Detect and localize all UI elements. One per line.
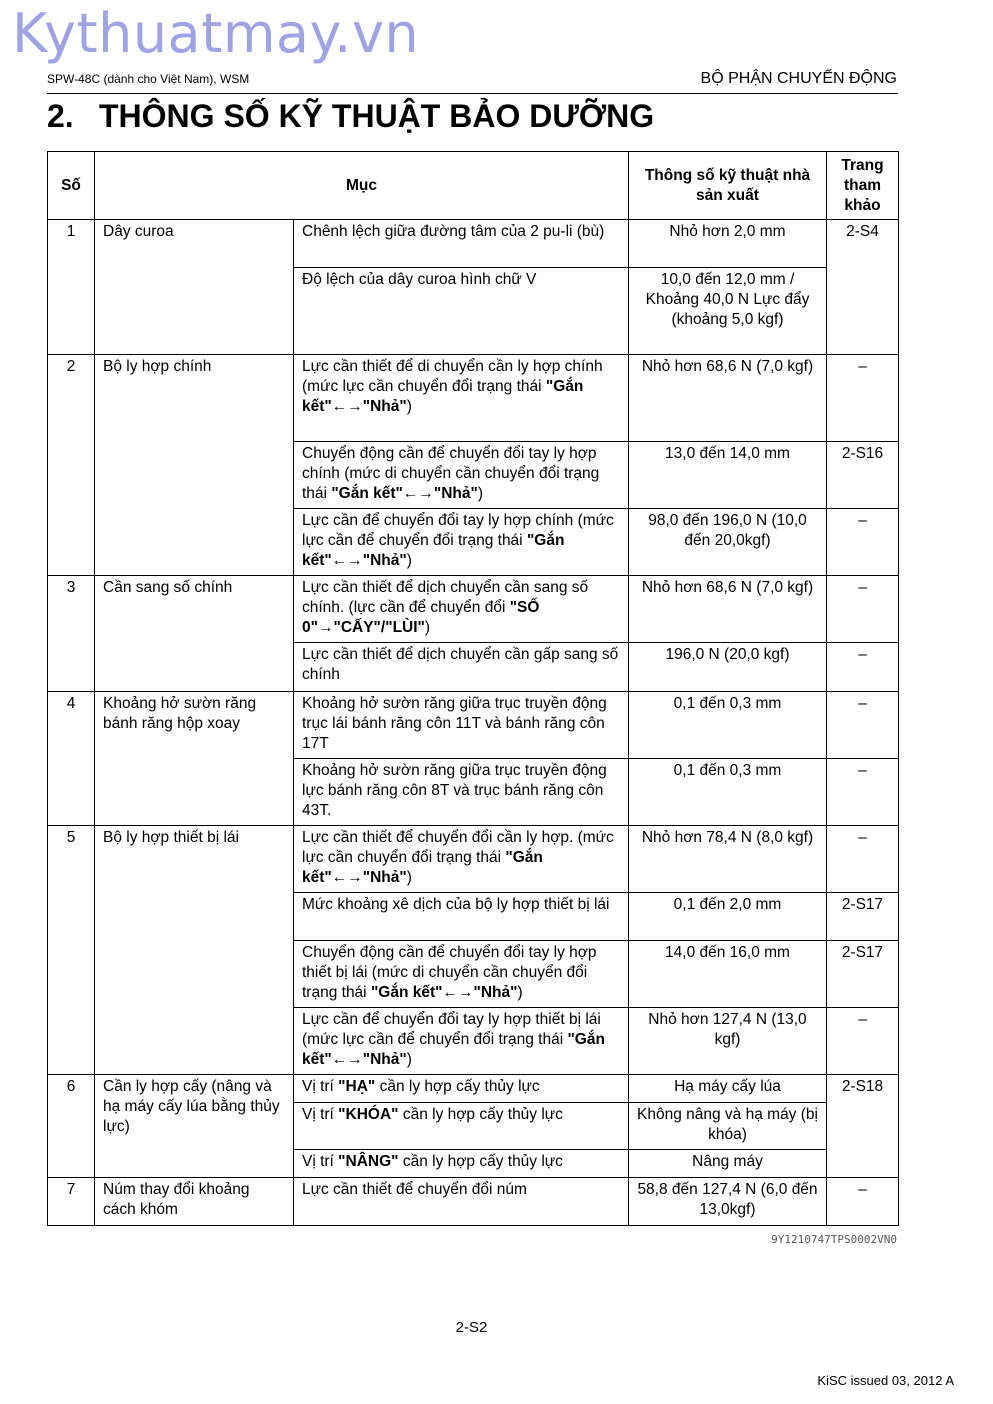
description-part: Chuyển động cần để chuyển đổi tay ly hợp chính (mức di chuyển cần chuyển đổi trạng thái	[302, 445, 600, 502]
description-part: Chênh lệch giữa đường tâm của 2 pu-li (bù)	[302, 223, 605, 240]
description-part: ←→	[442, 984, 474, 1001]
description-part: ←→	[331, 398, 363, 415]
description-part: cần ly hợp cấy thủy lực	[375, 1078, 540, 1095]
description-part: "NÂNG"	[338, 1153, 399, 1170]
spec-value: 58,8 đến 127,4 N (6,0 đến 13,0kgf)	[629, 1178, 827, 1226]
description-part: )	[406, 869, 412, 886]
reference-page: 2-S17	[827, 893, 899, 941]
description-part: ←→	[331, 552, 363, 569]
spec-value: 98,0 đến 196,0 N (10,0 đến 20,0kgf)	[629, 509, 827, 576]
description-part: Lực cần thiết để chuyển đổi cần ly hợp. (mức lực cần chuyển đổi trạng thái	[302, 829, 614, 866]
reference-page: –	[827, 1008, 899, 1075]
item-description	[294, 1150, 629, 1178]
item-number: 1	[48, 220, 95, 355]
item-description	[294, 826, 629, 893]
description-part: Lực cần để chuyển đổi tay ly hợp thiết bị lái (mức lực cần để chuyển đổi trạng thái	[302, 1011, 601, 1048]
description-part: )	[517, 984, 523, 1001]
description-part: Lực cần để chuyển đổi tay ly hợp chính (mức lực cần để chuyển đổi trạng thái	[302, 512, 614, 549]
reference-page: –	[827, 826, 899, 893]
item-number: 7	[48, 1178, 95, 1226]
header-manual-name: SPW-48C (dành cho Việt Nam), WSM	[47, 72, 250, 86]
description-part: Khoảng hở sườn răng giữa trục truyền động trục lái bánh răng côn 11T và bánh răng côn 17T	[302, 695, 607, 752]
item-number: 4	[48, 692, 95, 826]
spec-value: Nâng máy	[629, 1150, 827, 1178]
description-part: Chuyển động cần để chuyển đổi tay ly hợp thiết bị lái (mức di chuyển cần chuyển đổi trạng thái	[302, 944, 597, 1001]
item-description	[294, 442, 629, 509]
description-part: Lực cần thiết để dịch chuyển cần gấp sang số chính	[302, 646, 619, 683]
spec-table-body	[48, 220, 899, 1226]
spec-value: 14,0 đến 16,0 mm	[629, 941, 827, 1008]
reference-page: –	[827, 692, 899, 759]
item-description	[294, 268, 629, 355]
description-part: "SỐ 0"	[302, 599, 540, 636]
item-name: Cần sang số chính	[95, 576, 294, 692]
spec-value: 196,0 N (20,0 kgf)	[629, 643, 827, 692]
reference-page: 2-S17	[827, 941, 899, 1008]
spec-value: Nhỏ hơn 2,0 mm	[629, 220, 827, 268]
description-part: "Gắn kết"	[331, 485, 403, 502]
description-part: )	[477, 485, 484, 502]
item-number: 5	[48, 826, 95, 1075]
item-description	[294, 643, 629, 692]
item-description	[294, 1178, 629, 1226]
spec-value: 10,0 đến 12,0 mm / Khoảng 40,0 N Lực đẩy (khoảng 5,0 kgf)	[629, 268, 827, 355]
section-number: 2.	[47, 98, 74, 134]
description-part: ←→	[331, 1051, 363, 1068]
description-part: Độ lệch của dây curoa hình chữ V	[302, 271, 537, 288]
description-part: "Nhả"	[362, 398, 407, 415]
item-description	[294, 355, 629, 442]
item-name: Cần ly hợp cấy (nâng và hạ máy cấy lúa bằng thủy lực)	[95, 1075, 294, 1178]
reference-page: –	[827, 576, 899, 643]
item-description	[294, 576, 629, 643]
item-name: Núm thay đổi khoảng cách khóm	[95, 1178, 294, 1226]
table-row	[48, 692, 899, 759]
item-name: Dây curoa	[95, 220, 294, 355]
table-row	[48, 1178, 899, 1226]
table-row	[48, 826, 899, 893]
reference-page: 2-S18	[827, 1075, 899, 1178]
description-part: Vị trí	[302, 1078, 339, 1095]
description-part: ←→	[331, 869, 363, 886]
spec-value: Hạ máy cấy lúa	[629, 1075, 827, 1103]
description-part: "Gắn kết"	[302, 532, 565, 569]
header-divider	[47, 93, 898, 94]
reference-page: –	[827, 1178, 899, 1226]
table-row	[48, 576, 899, 643]
item-description	[294, 759, 629, 826]
table-row	[48, 220, 899, 268]
item-name: Bộ ly hợp thiết bị lái	[95, 826, 294, 1075]
description-part: Lực cần thiết để di chuyển cần ly hợp chính (mức lực cần chuyển đổi trạng thái	[302, 358, 603, 395]
item-description	[294, 1103, 629, 1150]
description-part: )	[424, 619, 431, 636]
watermark-logo: Kythuatmay.vn	[12, 2, 420, 65]
description-part: "Nhả"	[473, 984, 518, 1001]
col-header-ref: Trang tham khảo	[827, 152, 899, 220]
item-description	[294, 220, 629, 268]
maintenance-spec-table	[47, 151, 899, 1226]
spec-value: Nhỏ hơn 127,4 N (13,0 kgf)	[629, 1008, 827, 1075]
description-part: "CẤY"/"LÙI"	[333, 619, 425, 636]
description-part: "Gắn kết"	[302, 378, 584, 415]
description-part: "HẠ"	[338, 1078, 376, 1095]
spec-value: Nhỏ hơn 68,6 N (7,0 kgf)	[629, 576, 827, 643]
spec-value: 13,0 đến 14,0 mm	[629, 442, 827, 509]
reference-page: –	[827, 643, 899, 692]
description-part: Vị trí	[302, 1106, 339, 1123]
reference-page: 2-S4	[827, 220, 899, 355]
description-part: Khoảng hở sườn răng giữa trục truyền động lực bánh răng côn 8T và trục bánh răng côn 43T.	[302, 762, 607, 819]
description-part: Mức khoảng xê dịch của bộ ly hợp thiết bị lái	[302, 896, 610, 913]
description-part: )	[406, 552, 412, 569]
item-description	[294, 509, 629, 576]
description-part: "KHÓA"	[338, 1106, 399, 1123]
spec-value: Nhỏ hơn 78,4 N (8,0 kgf)	[629, 826, 827, 893]
description-part: "Nhả"	[362, 552, 407, 569]
table-row	[48, 1075, 899, 1103]
col-header-spec: Thông số kỹ thuật nhà sản xuất	[629, 152, 827, 220]
item-name: Khoảng hở sườn răng bánh răng hộp xoay	[95, 692, 294, 826]
item-description	[294, 692, 629, 759]
description-part: Vị trí	[302, 1153, 339, 1170]
description-part: →	[317, 619, 334, 636]
description-part: Lực cần thiết để dịch chuyển cần sang số chính. (lực cần để chuyển đổi	[302, 579, 589, 616]
section-title: THÔNG SỐ KỸ THUẬT BẢO DƯỠNG	[99, 98, 655, 134]
header-section-name: BỘ PHẬN CHUYỂN ĐỘNG	[700, 70, 897, 87]
description-part: cần ly hợp cấy thủy lực	[398, 1106, 563, 1123]
description-part: "Gắn kết"	[370, 984, 443, 1001]
item-description	[294, 1075, 629, 1103]
description-part: "Nhả"	[362, 1051, 407, 1068]
reference-page: –	[827, 509, 899, 576]
spec-value: 0,1 đến 0,3 mm	[629, 692, 827, 759]
document-code: 9Y1210747TPS0002VN0	[771, 1233, 897, 1246]
spec-value: 0,1 đến 0,3 mm	[629, 759, 827, 826]
reference-page: –	[827, 355, 899, 442]
item-number: 3	[48, 576, 95, 692]
col-header-no: Số	[48, 152, 95, 220]
item-description	[294, 1008, 629, 1075]
issued-note: KiSC issued 03, 2012 A	[817, 1373, 954, 1388]
spec-value: 0,1 đến 2,0 mm	[629, 893, 827, 941]
page-number: 2-S2	[455, 1319, 488, 1336]
description-part: )	[406, 1051, 412, 1068]
col-header-item: Mục	[95, 152, 629, 220]
table-row	[48, 355, 899, 442]
description-part: cần ly hợp cấy thủy lực	[398, 1153, 563, 1170]
item-number: 6	[48, 1075, 95, 1178]
description-part: Lực cần thiết để chuyển đổi núm	[302, 1181, 527, 1198]
reference-page: –	[827, 759, 899, 826]
item-description	[294, 941, 629, 1008]
description-part: ←→	[402, 485, 434, 502]
spec-value: Nhỏ hơn 68,6 N (7,0 kgf)	[629, 355, 827, 442]
description-part: "Gắn kết"	[302, 849, 543, 886]
item-description	[294, 893, 629, 941]
description-part: "Nhả"	[362, 869, 407, 886]
spec-value: Không nâng và hạ máy (bị khóa)	[629, 1103, 827, 1150]
description-part: )	[406, 398, 412, 415]
description-part: "Nhả"	[433, 485, 478, 502]
description-part: "Gắn kết"	[302, 1031, 605, 1068]
item-name: Bộ ly hợp chính	[95, 355, 294, 576]
reference-page: 2-S16	[827, 442, 899, 509]
page-title	[47, 98, 654, 135]
item-number: 2	[48, 355, 95, 576]
